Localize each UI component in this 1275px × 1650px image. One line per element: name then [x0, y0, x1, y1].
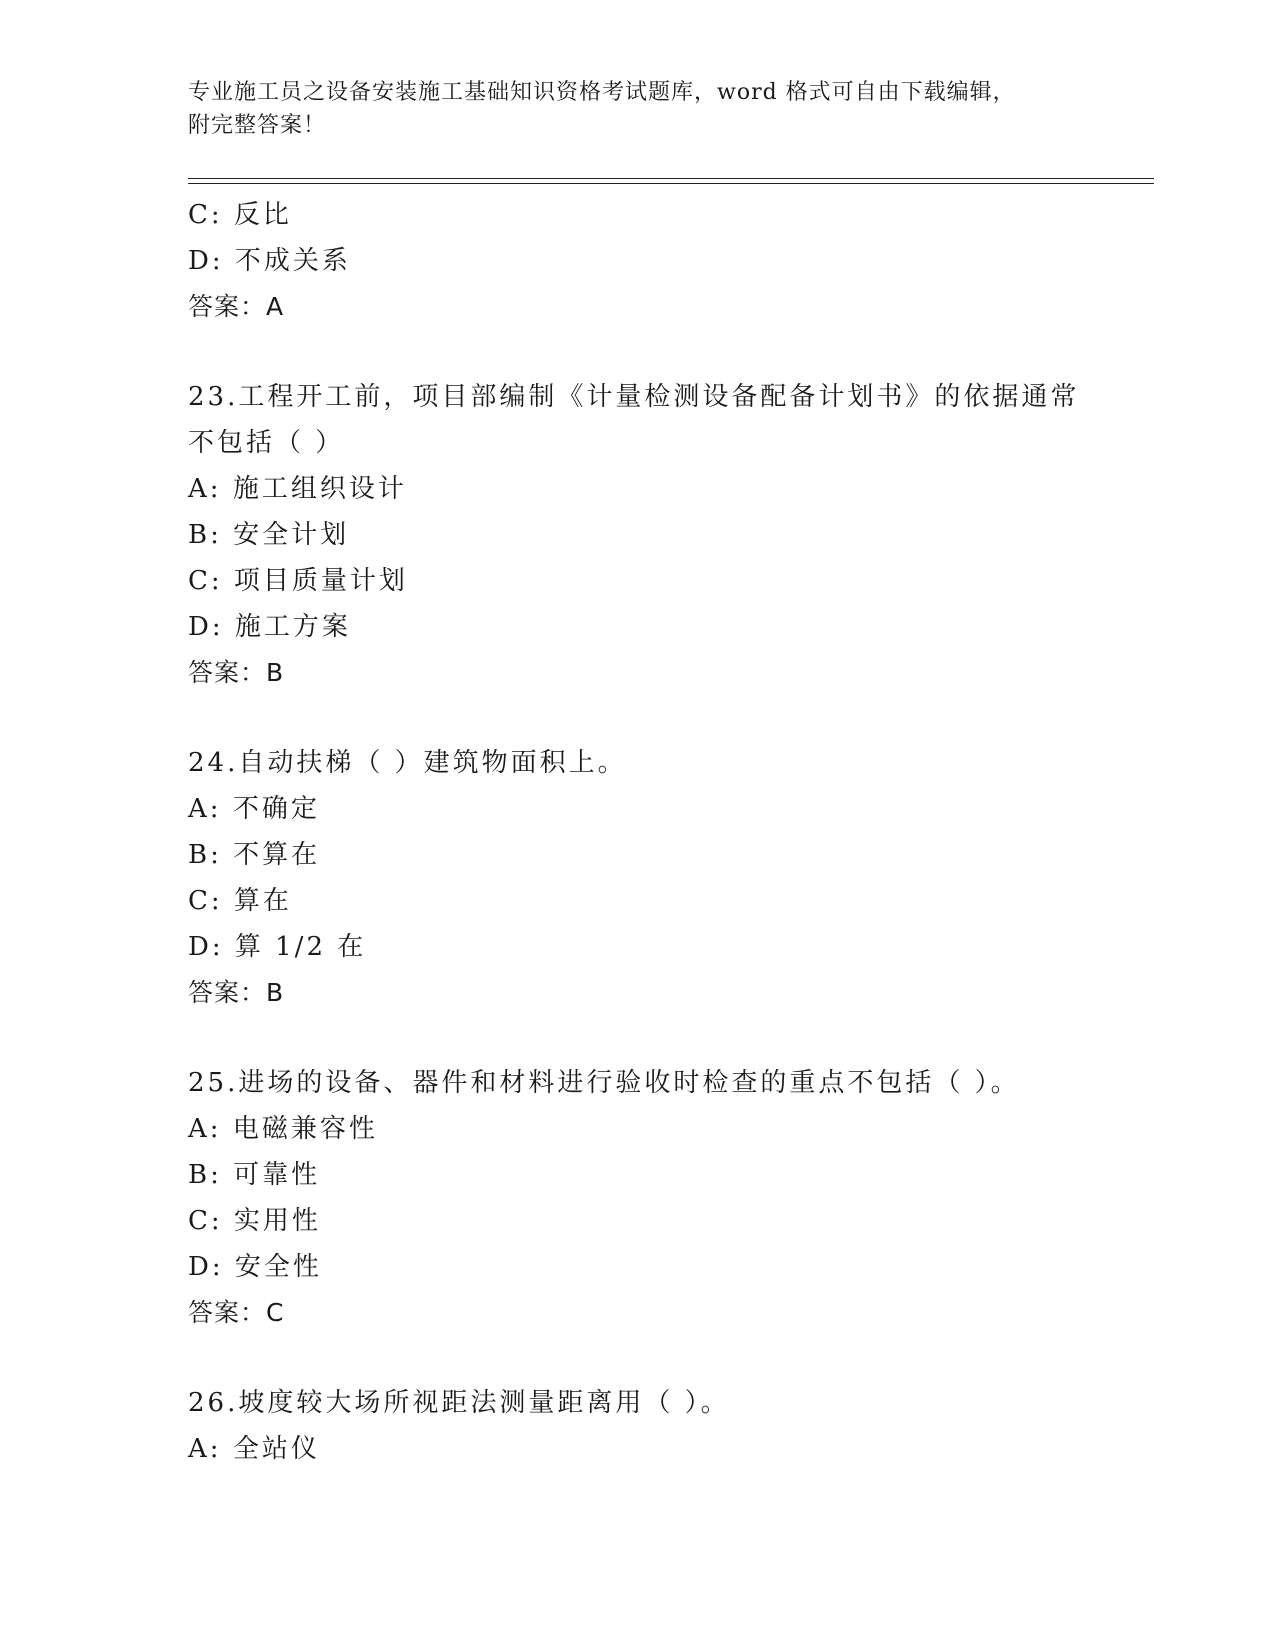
option-text: 不成关系 [234, 246, 351, 276]
option-text: 安全性 [234, 1252, 322, 1282]
option-d [188, 238, 1128, 284]
answer-line [188, 284, 1128, 330]
option-a [188, 1426, 1128, 1472]
option-a [188, 1106, 1128, 1152]
option-key: A: [188, 1114, 222, 1144]
answer-label: 答案： [188, 658, 267, 687]
question-stem-line: 26.坡度较大场所视距法测量距离用（ ）。 [188, 1388, 730, 1418]
option-key: C: [188, 886, 223, 916]
option-key: B: [188, 1160, 222, 1190]
option-c [188, 878, 1128, 924]
question-26 [188, 1380, 1128, 1472]
option-key: A: [188, 1434, 222, 1464]
question-stem-line: 不包括（ ） [188, 428, 345, 458]
question-list [188, 192, 1128, 1472]
option-text: 反比 [233, 200, 292, 230]
option-c [188, 192, 1128, 238]
option-text: 施工组织设计 [232, 474, 407, 504]
option-d [188, 604, 1128, 650]
question-stem-line: 23.工程开工前，项目部编制《计量检测设备配备计划书》的依据通常 [188, 382, 1080, 412]
answer-value: B [266, 978, 285, 1007]
option-key: C: [188, 200, 223, 230]
option-key: C: [188, 566, 223, 596]
option-text: 算 1/2 在 [234, 932, 367, 962]
option-text: 全站仪 [232, 1434, 320, 1464]
option-a [188, 786, 1128, 832]
header-line-2: 附完整答案！ [188, 113, 327, 138]
answer-value: A [266, 292, 285, 321]
option-b [188, 512, 1128, 558]
option-key: D: [188, 1252, 224, 1282]
question-stem-line: 25.进场的设备、器件和材料进行验收时检查的重点不包括（ ）。 [188, 1068, 1020, 1098]
option-text: 算在 [233, 886, 292, 916]
option-key: A: [188, 474, 222, 504]
header-line-1: 专业施工员之设备安装施工基础知识资格考试题库，word 格式可自由下载编辑， [188, 80, 1016, 105]
answer-line [188, 1290, 1128, 1336]
option-text: 不算在 [233, 840, 321, 870]
option-c [188, 1198, 1128, 1244]
option-c [188, 558, 1128, 604]
option-text: 可靠性 [233, 1160, 321, 1190]
question-22-tail [188, 192, 1128, 330]
option-b [188, 832, 1128, 878]
option-text: 项目质量计划 [233, 566, 408, 596]
option-key: D: [188, 612, 224, 642]
page-header [188, 76, 1078, 142]
question-25 [188, 1060, 1128, 1336]
question-23 [188, 374, 1128, 696]
option-key: B: [188, 520, 222, 550]
answer-label: 答案： [188, 978, 267, 1007]
option-d [188, 1244, 1128, 1290]
answer-label: 答案： [188, 292, 267, 321]
answer-value: C [266, 1298, 285, 1327]
option-a [188, 466, 1128, 512]
answer-value: B [266, 658, 285, 687]
option-key: D: [188, 246, 224, 276]
option-text: 电磁兼容性 [232, 1114, 378, 1144]
answer-label: 答案： [188, 1298, 267, 1327]
option-b [188, 1152, 1128, 1198]
option-text: 施工方案 [234, 612, 351, 642]
answer-line [188, 970, 1128, 1016]
option-key: C: [188, 1206, 223, 1236]
option-text: 安全计划 [233, 520, 350, 550]
option-text: 实用性 [233, 1206, 321, 1236]
option-d [188, 924, 1128, 970]
question-24 [188, 740, 1128, 1016]
option-key: B: [188, 840, 222, 870]
option-key: A: [188, 794, 222, 824]
option-key: D: [188, 932, 224, 962]
answer-line [188, 650, 1128, 696]
header-divider [188, 178, 1154, 184]
option-text: 不确定 [232, 794, 320, 824]
question-stem-line: 24.自动扶梯（ ）建筑物面积上。 [188, 748, 627, 778]
